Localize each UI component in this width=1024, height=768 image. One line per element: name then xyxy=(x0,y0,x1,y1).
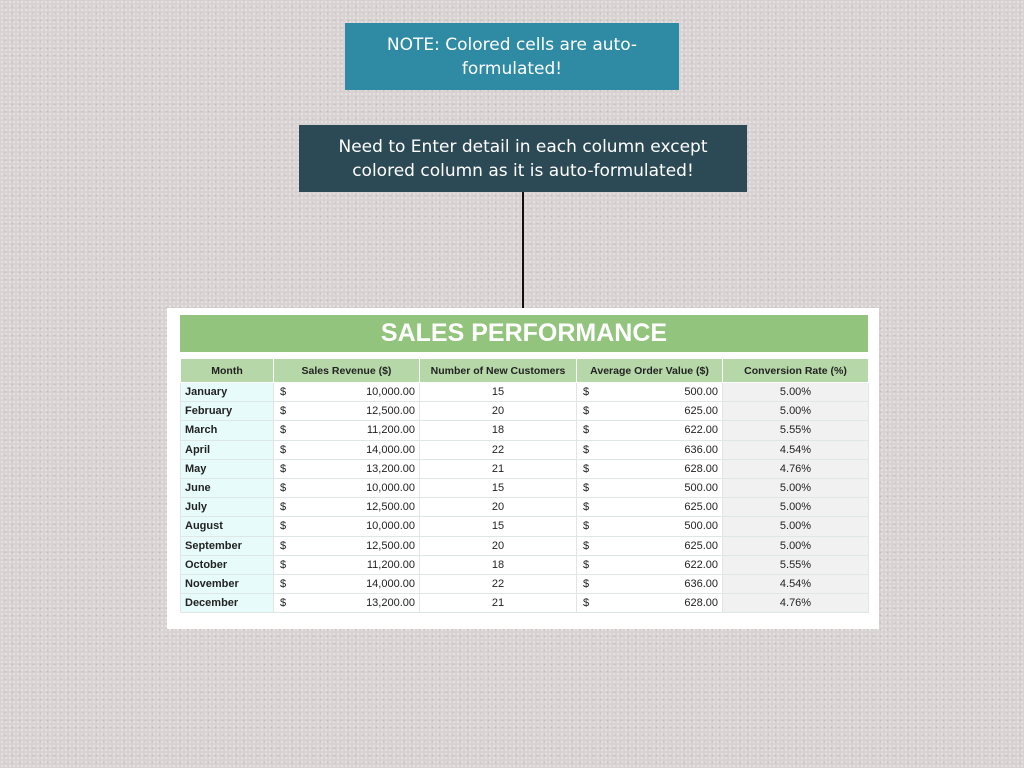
average-order-value-value: 636.00 xyxy=(684,443,718,456)
currency-symbol: $ xyxy=(280,482,287,495)
sales-revenue-value: 10,000.00 xyxy=(366,386,415,399)
currency-symbol: $ xyxy=(583,539,590,552)
currency-symbol: $ xyxy=(583,386,590,399)
currency-symbol: $ xyxy=(583,462,590,475)
new-customers-cell[interactable]: 20 xyxy=(420,498,577,517)
sales-revenue-value: 12,500.00 xyxy=(366,539,415,552)
average-order-value-value: 500.00 xyxy=(684,520,718,533)
month-cell[interactable]: October xyxy=(181,555,274,574)
average-order-value-cell[interactable] xyxy=(577,555,723,574)
average-order-value-value: 625.00 xyxy=(684,405,718,418)
currency-symbol: $ xyxy=(583,443,590,456)
table-row xyxy=(181,574,869,593)
average-order-value-cell[interactable] xyxy=(577,594,723,613)
sales-revenue-value: 11,200.00 xyxy=(366,558,415,571)
currency-symbol: $ xyxy=(280,577,287,590)
average-order-value-value: 628.00 xyxy=(684,597,718,610)
header-month: Month xyxy=(181,359,274,383)
instruction-callout: Need to Enter detail in each column except colored column as it is auto-formulated! xyxy=(299,125,747,192)
table-row xyxy=(181,478,869,497)
sales-table xyxy=(180,358,869,613)
currency-symbol: $ xyxy=(583,597,590,610)
header-new-customers: Number of New Customers xyxy=(420,359,577,383)
currency-symbol: $ xyxy=(280,386,287,399)
sales-revenue-cell[interactable] xyxy=(274,421,420,440)
table-body xyxy=(181,383,869,613)
new-customers-cell[interactable]: 20 xyxy=(420,536,577,555)
sales-revenue-cell[interactable] xyxy=(274,555,420,574)
average-order-value-value: 625.00 xyxy=(684,539,718,552)
conversion-rate-cell[interactable]: 4.54% xyxy=(723,440,869,459)
month-cell[interactable]: September xyxy=(181,536,274,555)
header-conversion-rate: Conversion Rate (%) xyxy=(723,359,869,383)
month-cell[interactable]: November xyxy=(181,574,274,593)
table-row xyxy=(181,459,869,478)
currency-symbol: $ xyxy=(280,597,287,610)
average-order-value-value: 628.00 xyxy=(684,462,718,475)
table-row xyxy=(181,594,869,613)
currency-symbol: $ xyxy=(583,424,590,437)
sales-revenue-cell[interactable] xyxy=(274,536,420,555)
average-order-value-cell[interactable] xyxy=(577,383,723,402)
sales-revenue-cell[interactable] xyxy=(274,402,420,421)
sales-revenue-value: 10,000.00 xyxy=(366,482,415,495)
sales-revenue-value: 10,000.00 xyxy=(366,520,415,533)
sales-revenue-cell[interactable] xyxy=(274,459,420,478)
new-customers-cell[interactable]: 18 xyxy=(420,555,577,574)
table-row xyxy=(181,517,869,536)
month-cell[interactable]: July xyxy=(181,498,274,517)
table-row xyxy=(181,440,869,459)
new-customers-cell[interactable]: 18 xyxy=(420,421,577,440)
average-order-value-cell[interactable] xyxy=(577,498,723,517)
new-customers-cell[interactable]: 22 xyxy=(420,440,577,459)
average-order-value-cell[interactable] xyxy=(577,478,723,497)
sales-revenue-cell[interactable] xyxy=(274,383,420,402)
new-customers-cell[interactable]: 15 xyxy=(420,383,577,402)
currency-symbol: $ xyxy=(583,558,590,571)
conversion-rate-cell[interactable]: 5.00% xyxy=(723,498,869,517)
conversion-rate-cell[interactable]: 5.55% xyxy=(723,421,869,440)
conversion-rate-cell[interactable]: 5.00% xyxy=(723,478,869,497)
sales-revenue-value: 14,000.00 xyxy=(366,577,415,590)
month-cell[interactable]: August xyxy=(181,517,274,536)
conversion-rate-cell[interactable]: 5.00% xyxy=(723,536,869,555)
month-cell[interactable]: March xyxy=(181,421,274,440)
sales-revenue-value: 12,500.00 xyxy=(366,405,415,418)
table-row xyxy=(181,498,869,517)
new-customers-cell[interactable]: 15 xyxy=(420,517,577,536)
sales-revenue-value: 14,000.00 xyxy=(366,443,415,456)
average-order-value-cell[interactable] xyxy=(577,536,723,555)
currency-symbol: $ xyxy=(280,539,287,552)
average-order-value-value: 500.00 xyxy=(684,482,718,495)
sales-revenue-cell[interactable] xyxy=(274,478,420,497)
sales-revenue-cell[interactable] xyxy=(274,574,420,593)
sales-revenue-value: 12,500.00 xyxy=(366,501,415,514)
conversion-rate-cell[interactable]: 5.00% xyxy=(723,383,869,402)
average-order-value-cell[interactable] xyxy=(577,421,723,440)
currency-symbol: $ xyxy=(583,577,590,590)
table-row xyxy=(181,421,869,440)
currency-symbol: $ xyxy=(280,501,287,514)
conversion-rate-cell[interactable]: 5.00% xyxy=(723,517,869,536)
average-order-value-cell[interactable] xyxy=(577,574,723,593)
average-order-value-cell[interactable] xyxy=(577,440,723,459)
average-order-value-value: 622.00 xyxy=(684,424,718,437)
currency-symbol: $ xyxy=(280,443,287,456)
currency-symbol: $ xyxy=(280,405,287,418)
header-average-order-value: Average Order Value ($) xyxy=(577,359,723,383)
average-order-value-cell[interactable] xyxy=(577,402,723,421)
currency-symbol: $ xyxy=(280,558,287,571)
currency-symbol: $ xyxy=(583,520,590,533)
average-order-value-value: 636.00 xyxy=(684,577,718,590)
conversion-rate-cell[interactable]: 5.00% xyxy=(723,402,869,421)
month-cell[interactable]: June xyxy=(181,478,274,497)
currency-symbol: $ xyxy=(583,501,590,514)
table-row xyxy=(181,555,869,574)
conversion-rate-cell[interactable]: 5.55% xyxy=(723,555,869,574)
sales-revenue-value: 13,200.00 xyxy=(366,597,415,610)
table-header-row xyxy=(181,359,869,383)
new-customers-cell[interactable]: 21 xyxy=(420,594,577,613)
sales-revenue-value: 13,200.00 xyxy=(366,462,415,475)
sales-sheet xyxy=(167,308,879,629)
month-cell[interactable]: February xyxy=(181,402,274,421)
table-row xyxy=(181,402,869,421)
new-customers-cell[interactable]: 15 xyxy=(420,478,577,497)
month-cell[interactable]: January xyxy=(181,383,274,402)
average-order-value-value: 625.00 xyxy=(684,501,718,514)
sales-revenue-value: 11,200.00 xyxy=(366,424,415,437)
sales-revenue-cell[interactable] xyxy=(274,594,420,613)
sales-revenue-cell[interactable] xyxy=(274,517,420,536)
new-customers-cell[interactable]: 20 xyxy=(420,402,577,421)
conversion-rate-cell[interactable]: 4.76% xyxy=(723,594,869,613)
month-cell[interactable]: December xyxy=(181,594,274,613)
currency-symbol: $ xyxy=(280,424,287,437)
sales-revenue-cell[interactable] xyxy=(274,498,420,517)
average-order-value-value: 500.00 xyxy=(684,386,718,399)
month-cell[interactable]: May xyxy=(181,459,274,478)
table-row xyxy=(181,536,869,555)
new-customers-cell[interactable]: 22 xyxy=(420,574,577,593)
currency-symbol: $ xyxy=(583,482,590,495)
currency-symbol: $ xyxy=(583,405,590,418)
new-customers-cell[interactable]: 21 xyxy=(420,459,577,478)
average-order-value-value: 622.00 xyxy=(684,558,718,571)
average-order-value-cell[interactable] xyxy=(577,517,723,536)
month-cell[interactable]: April xyxy=(181,440,274,459)
conversion-rate-cell[interactable]: 4.76% xyxy=(723,459,869,478)
header-sales-revenue: Sales Revenue ($) xyxy=(274,359,420,383)
sheet-title: SALES PERFORMANCE xyxy=(180,315,868,352)
table-row xyxy=(181,383,869,402)
currency-symbol: $ xyxy=(280,520,287,533)
currency-symbol: $ xyxy=(280,462,287,475)
connector-line xyxy=(522,192,524,308)
conversion-rate-cell[interactable]: 4.54% xyxy=(723,574,869,593)
average-order-value-cell[interactable] xyxy=(577,459,723,478)
note-callout: NOTE: Colored cells are auto-formulated! xyxy=(345,23,679,90)
sales-revenue-cell[interactable] xyxy=(274,440,420,459)
